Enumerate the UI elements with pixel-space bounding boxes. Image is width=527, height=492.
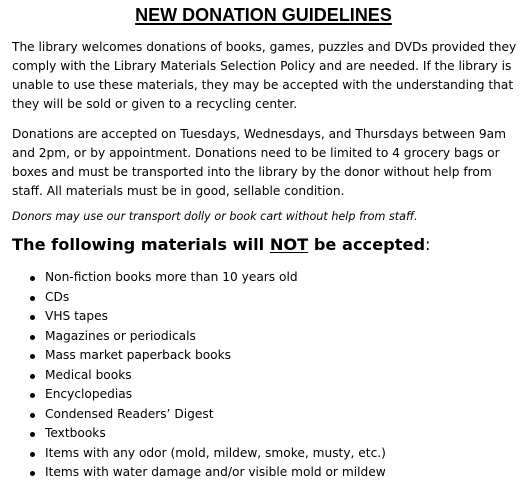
list-item-label: Non-fiction books more than 10 years old [45, 270, 298, 284]
page-title: NEW DONATION GUIDELINES [135, 5, 392, 25]
bullet-icon [30, 393, 35, 398]
list-item-label: Medical books [45, 367, 132, 382]
heading-colon: : [425, 235, 431, 254]
not-accepted-heading [12, 233, 524, 257]
heading-text-before: The following materials will [12, 235, 270, 254]
list-item [0, 463, 527, 483]
list-item-label: Encyclopedias [45, 387, 133, 401]
bullet-icon [30, 335, 35, 340]
list-item [0, 424, 527, 444]
list-item-label: Condensed Readers’ Digest [45, 406, 214, 421]
bullet-icon [30, 413, 35, 418]
list-item [0, 288, 527, 308]
heading-text-after: be accepted [308, 235, 426, 254]
heading-emphasis: NOT [269, 235, 309, 254]
list-item [0, 307, 527, 327]
list-item [0, 327, 527, 347]
bullet-icon [30, 296, 35, 301]
bullet-icon [30, 432, 35, 437]
transport-note: Donors may use our transport dolly or book cart without help from staff. [12, 210, 418, 223]
hours-paragraph: Donations are accepted on Tuesdays, Wednesdays, and Thursdays between 9am and 2pm, or by appointment. Donations need to be limited to 4 grocery bags or boxes and must be transported into the library by the donor without help from staff. All materials must be in good, sellable condition. [12, 127, 506, 198]
bullet-icon [30, 315, 35, 320]
list-item-label: Mass market paperback books [45, 348, 232, 362]
bullet-icon [30, 452, 35, 457]
list-item [0, 346, 527, 366]
bullet-icon [30, 471, 35, 476]
list-item [0, 444, 527, 464]
bullet-icon [30, 354, 35, 359]
not-accepted-list [0, 268, 527, 483]
list-item-label: CDs [45, 289, 70, 304]
list-item [0, 268, 527, 288]
list-item-label: Magazines or periodicals [45, 328, 196, 343]
list-item [0, 366, 527, 386]
bullet-icon [30, 374, 35, 379]
list-item-label: Textbooks [45, 426, 106, 440]
list-item [0, 405, 527, 425]
list-item-label: Items with water damage and/or visible mold or mildew [45, 465, 386, 479]
list-item-label: Items with any odor (mold, mildew, smoke, musty, etc.) [45, 445, 386, 460]
bullet-icon [30, 276, 35, 281]
list-item [0, 385, 527, 405]
list-item-label: VHS tapes [45, 309, 108, 323]
intro-paragraph: The library welcomes donations of books, games, puzzles and DVDs provided they comply with the Library Materials Selection Policy and are needed. If the library is unable to use these materials, they may be accepted with the understanding that they will be sold or given to a recycling center. [12, 40, 517, 111]
